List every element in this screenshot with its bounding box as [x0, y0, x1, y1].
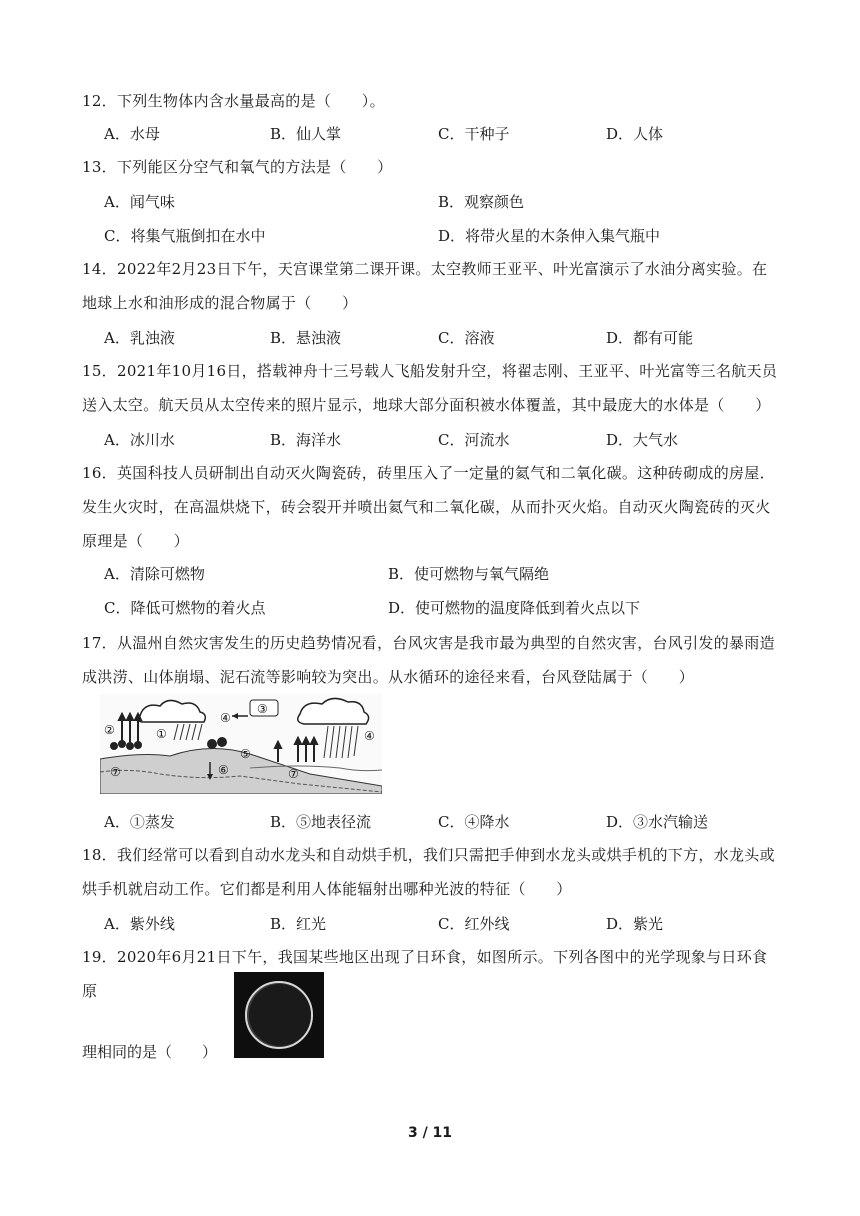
question-19-stem-continued: 理相同的是（ ） — [82, 1043, 218, 1061]
label-7-right: ⑦ — [288, 767, 299, 781]
q16-option-d: D．使可燃物的温度降低到着火点以下 — [388, 599, 641, 617]
q12-option-d: D．人体 — [606, 125, 664, 143]
label-5: ⑤ — [240, 747, 251, 761]
question-17-stem: 17．从温州自然灾害发生的历史趋势情况看，台风灾害是我市最为典型的自然灾害，台风引发的暴雨造成洪涝、山体崩塌、泥石流等影响较为突出。从水循环的途径来看，台风登陆属于（ ） — [82, 634, 775, 686]
label-4-left: ④ — [220, 711, 231, 725]
question-14-stem: 14．2022年2月23日下午，天宫课堂第二课开课。太空教师王亚平、叶光富演示了水油分离实验。在地球上水和油形成的混合物属于（ ） — [82, 260, 768, 312]
q16-option-a: A．清除可燃物 — [104, 565, 205, 583]
q15-option-b: B．海洋水 — [270, 431, 342, 449]
q16-option-c: C．降低可燃物的着火点 — [104, 599, 266, 617]
label-6: ⑥ — [218, 763, 229, 777]
q14-option-d: D．都有可能 — [606, 329, 694, 347]
question-13-stem: 13．下列能区分空气和氧气的方法是（ ） — [82, 158, 393, 176]
q12-option-a: A．水母 — [104, 125, 160, 143]
q17-option-a: A．①蒸发 — [104, 813, 175, 831]
q18-option-b: B．红光 — [270, 915, 327, 933]
q17-option-b: B．⑤地表径流 — [270, 813, 372, 831]
q13-option-a: A．闻气味 — [104, 193, 175, 211]
q12-option-c: C．干种子 — [438, 125, 510, 143]
page-number: 3 / 11 — [407, 1125, 453, 1141]
q13-option-c: C．将集气瓶倒扣在水中 — [104, 227, 266, 245]
q14-option-a: A．乳浊液 — [104, 329, 175, 347]
q12-option-b: B．仙人掌 — [270, 125, 342, 143]
label-1: ① — [156, 727, 167, 741]
q18-option-c: C．红外线 — [438, 915, 510, 933]
label-3: ③ — [257, 702, 268, 716]
q15-option-c: C．河流水 — [438, 431, 510, 449]
question-12-stem: 12．下列生物体内含水量最高的是（ ）。 — [82, 92, 385, 110]
q18-option-d: D．紫光 — [606, 915, 664, 933]
water-cycle-diagram — [100, 694, 382, 794]
question-18-stem: 18．我们经常可以看到自动水龙头和自动烘手机，我们只需把手伸到水龙头或烘手机的下方，水龙头或烘手机就启动工作。它们都是利用人体能辐射出哪种光波的特征（ ） — [82, 846, 775, 898]
q17-option-d: D．③水汽输送 — [606, 813, 709, 831]
q13-option-b: B．观察颜色 — [438, 193, 525, 211]
label-7-left: ⑦ — [110, 765, 121, 779]
q15-option-d: D．大气水 — [606, 431, 679, 449]
q14-option-b: B．悬浊液 — [270, 329, 342, 347]
question-15-stem: 15．2021年10月16日，搭载神舟十三号载人飞船发射升空，将翟志刚、王亚平、叶光富等三名航天员送入太空。航天员从太空传来的照片显示，地球大部分面积被水体覆盖，其中最庞大的水体是（ ） — [82, 362, 778, 414]
q16-option-b: B．使可燃物与氧气隔绝 — [388, 565, 550, 583]
question-19-stem: 19．2020年6月21日下午，我国某些地区出现了日环食，如图所示。下列各图中的光学现象与日环食原 — [82, 948, 768, 1000]
question-16-stem: 16．英国科技人员研制出自动灭火陶瓷砖，砖里压入了一定量的氦气和二氧化碳。这种砖砌成的房屋．发生火灾时，在高温烘烧下，砖会裂开并喷出氦气和二氧化碳，从而扑灭火焰。自动灭火陶瓷砖的灭火原理是（ ） — [82, 464, 775, 550]
label-4-right: ④ — [364, 729, 375, 743]
label-2: ② — [104, 723, 115, 737]
q13-option-d: D．将带火星的木条伸入集气瓶中 — [438, 227, 661, 245]
q15-option-a: A．冰川水 — [104, 431, 175, 449]
q14-option-c: C．溶液 — [438, 329, 495, 347]
q17-option-c: C．④降水 — [438, 813, 510, 831]
annular-eclipse-image — [234, 972, 324, 1058]
q18-option-a: A．紫外线 — [104, 915, 175, 933]
